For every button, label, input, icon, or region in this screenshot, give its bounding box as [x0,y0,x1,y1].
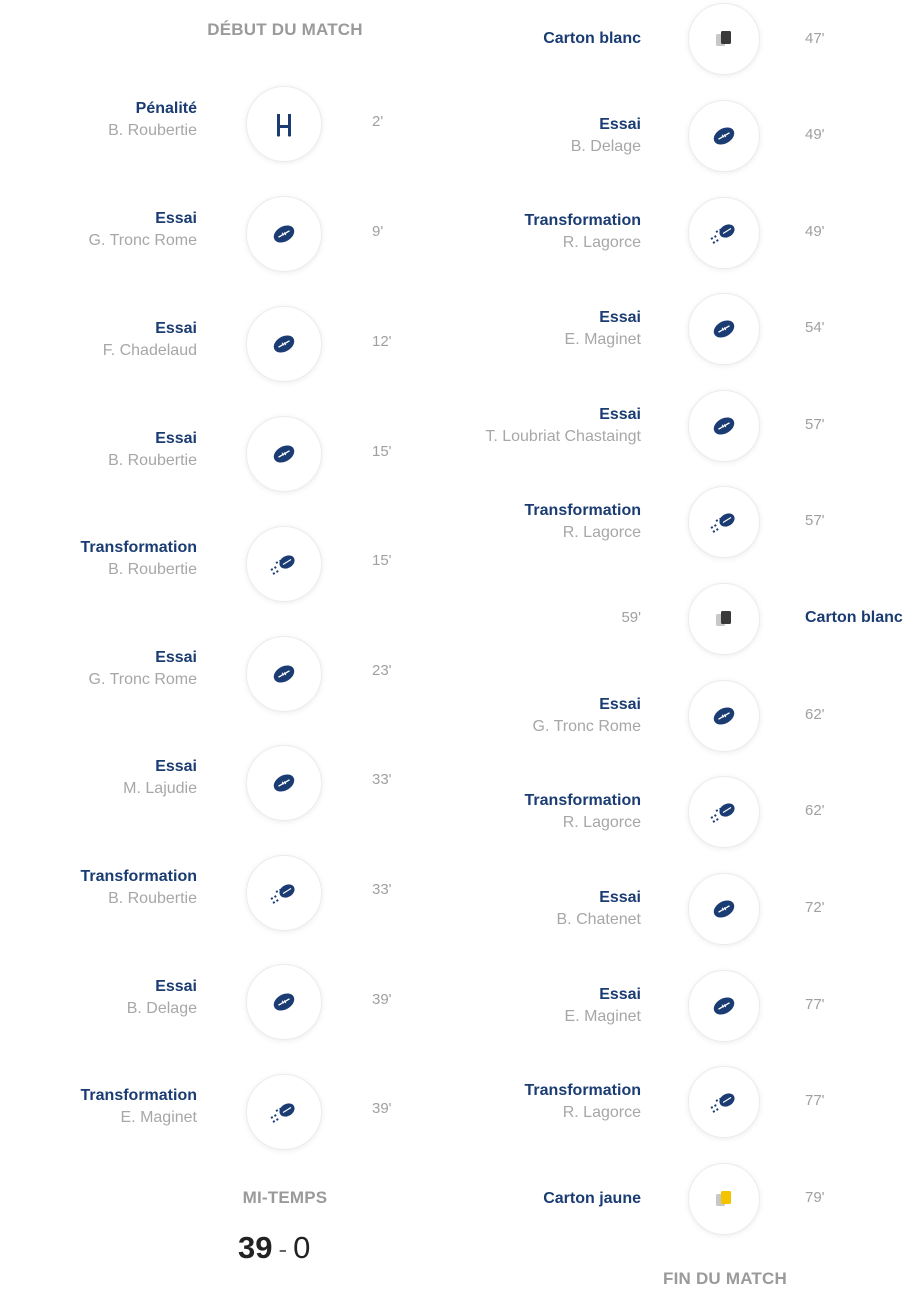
conversion-icon [269,549,299,579]
event-right-8 [525,790,641,834]
rugby-ball-icon [709,701,739,731]
event-player: E. Maginet [564,331,641,348]
event-player: B. Roubertie [108,561,197,578]
event-player: R. Lagorce [562,234,641,251]
event-icon-circle[interactable] [246,964,322,1040]
event-minute: 9' [372,223,384,240]
event-left-9 [81,1085,197,1129]
conversion-icon [709,797,739,827]
event-icon-circle[interactable] [246,416,322,492]
event-type: Essai [155,320,197,337]
event-minute: 33' [372,881,392,898]
event-type: Carton jaune [543,1190,641,1207]
event-type: Essai [599,309,641,326]
rugby-ball-icon [709,411,739,441]
event-player: B. Delage [126,1000,197,1017]
event-minute: 2' [372,113,384,130]
event-icon-circle[interactable] [246,1074,322,1150]
event-icon-circle[interactable] [688,970,760,1042]
event-minute: 47' [805,30,825,47]
event-minute: 49' [805,126,825,143]
event-type: Transformation [524,502,641,519]
conversion-icon [269,878,299,908]
event-minute: 59' [621,609,641,626]
away-score: 0 [293,1230,311,1265]
event-type: Transformation [80,868,197,885]
event-icon-circle[interactable] [688,486,760,558]
event-right-10 [565,984,641,1028]
event-left-7 [81,866,197,910]
event-minute: 54' [805,319,825,336]
event-minute: 77' [805,1092,825,1109]
event-type: Essai [599,116,641,133]
score-separator: - [278,1234,288,1264]
halftime-heading: MI-TEMPS [242,1188,328,1207]
event-player: G. Tronc Rome [88,671,197,688]
event-minute: 39' [372,1100,392,1117]
event-icon-circle[interactable] [688,390,760,462]
event-type: Essai [599,406,641,423]
event-type: Essai [155,758,197,775]
event-icon-circle[interactable] [246,86,322,162]
conversion-icon [709,507,739,537]
event-minute: 79' [805,1189,825,1206]
conversion-icon [709,218,739,248]
event-type: Transformation [524,212,641,229]
event-icon-circle[interactable] [688,776,760,848]
event-icon-circle[interactable] [688,293,760,365]
event-minute: 23' [372,662,392,679]
event-right-0 [543,28,641,50]
conversion-icon [269,1097,299,1127]
event-icon-circle[interactable] [246,526,322,602]
rugby-ball-icon [269,439,299,469]
conversion-icon [709,1087,739,1117]
event-minute: 57' [805,416,825,433]
rugby-ball-icon [709,991,739,1021]
event-player: G. Tronc Rome [88,232,197,249]
event-type: Essai [599,889,641,906]
event-left-5 [89,647,197,691]
event-left-1 [89,208,197,252]
event-player: E. Maginet [564,1008,641,1025]
event-icon-circle[interactable] [688,3,760,75]
event-player: B. Roubertie [108,122,197,139]
event-icon-circle[interactable] [688,680,760,752]
event-icon-circle[interactable] [246,855,322,931]
rugby-ball-icon [269,987,299,1017]
event-player: R. Lagorce [562,1104,641,1121]
event-icon-circle[interactable] [246,306,322,382]
event-right-4 [485,404,641,448]
event-left-0 [108,98,197,142]
event-type: Essai [599,696,641,713]
match-start-heading: DÉBUT DU MATCH [207,20,363,39]
event-left-8 [127,976,197,1020]
event-type: Transformation [524,1082,641,1099]
match-end-heading: FIN DU MATCH [663,1269,787,1288]
event-type: Transformation [80,539,197,556]
event-player: B. Roubertie [108,452,197,469]
rugby-ball-icon [709,314,739,344]
event-icon-circle[interactable] [688,197,760,269]
rugby-ball-icon [709,121,739,151]
event-left-3 [108,428,197,472]
event-minute: 49' [805,223,825,240]
event-type: Carton blanc [543,30,641,47]
event-icon-circle[interactable] [246,196,322,272]
event-type: Essai [599,986,641,1003]
event-minute: 72' [805,899,825,916]
rugby-ball-icon [709,894,739,924]
event-right-11 [525,1080,641,1124]
event-player: F. Chadelaud [102,342,197,359]
event-right-1 [571,114,641,158]
event-icon-circle[interactable] [688,100,760,172]
white-card-icon [711,606,737,632]
event-minute: 15' [372,443,392,460]
home-score: 39 [238,1230,273,1265]
event-player: T. Loubriat Chastaingt [485,428,641,445]
event-icon-circle[interactable] [246,636,322,712]
event-type: Transformation [524,792,641,809]
event-type: Essai [155,210,197,227]
event-minute: 33' [372,771,392,788]
event-minute: 12' [372,333,392,350]
yellow-card-icon [711,1186,737,1212]
event-right-5 [525,500,641,544]
event-right-12 [543,1188,641,1210]
event-type: Essai [155,978,197,995]
event-left-6 [123,756,197,800]
event-left-4 [81,537,197,581]
event-left-2 [103,318,197,362]
event-player: R. Lagorce [562,814,641,831]
event-player: E. Maginet [120,1109,197,1126]
event-minute: 77' [805,996,825,1013]
event-icon-circle[interactable] [688,583,760,655]
event-player: B. Chatenet [556,911,641,928]
rugby-ball-icon [269,219,299,249]
halftime-score [238,1230,310,1266]
event-player: R. Lagorce [562,524,641,541]
event-icon-circle[interactable] [688,873,760,945]
white-card-icon [711,26,737,52]
event-right-9 [557,887,642,931]
event-icon-circle[interactable] [688,1066,760,1138]
rugby-ball-icon [269,329,299,359]
event-type: Pénalité [135,100,197,117]
event-right-7 [533,694,641,738]
event-minute: 62' [805,706,825,723]
event-type: Transformation [80,1087,197,1104]
event-icon-circle[interactable] [688,1163,760,1235]
rugby-ball-icon [269,768,299,798]
event-minute: 57' [805,512,825,529]
event-type: Essai [155,649,197,666]
event-type: Essai [155,430,197,447]
event-minute: 15' [372,552,392,569]
event-minute: 39' [372,991,392,1008]
event-player: B. Roubertie [108,890,197,907]
event-right-3 [565,307,641,351]
event-player: B. Delage [570,138,641,155]
rugby-ball-icon [269,659,299,689]
goalpost-icon [269,109,299,139]
event-icon-circle[interactable] [246,745,322,821]
event-player: G. Tronc Rome [532,718,641,735]
event-player: M. Lajudie [123,780,197,797]
event-minute: 62' [805,802,825,819]
event-right-2 [525,210,641,254]
event-type: Carton blanc [805,609,903,626]
